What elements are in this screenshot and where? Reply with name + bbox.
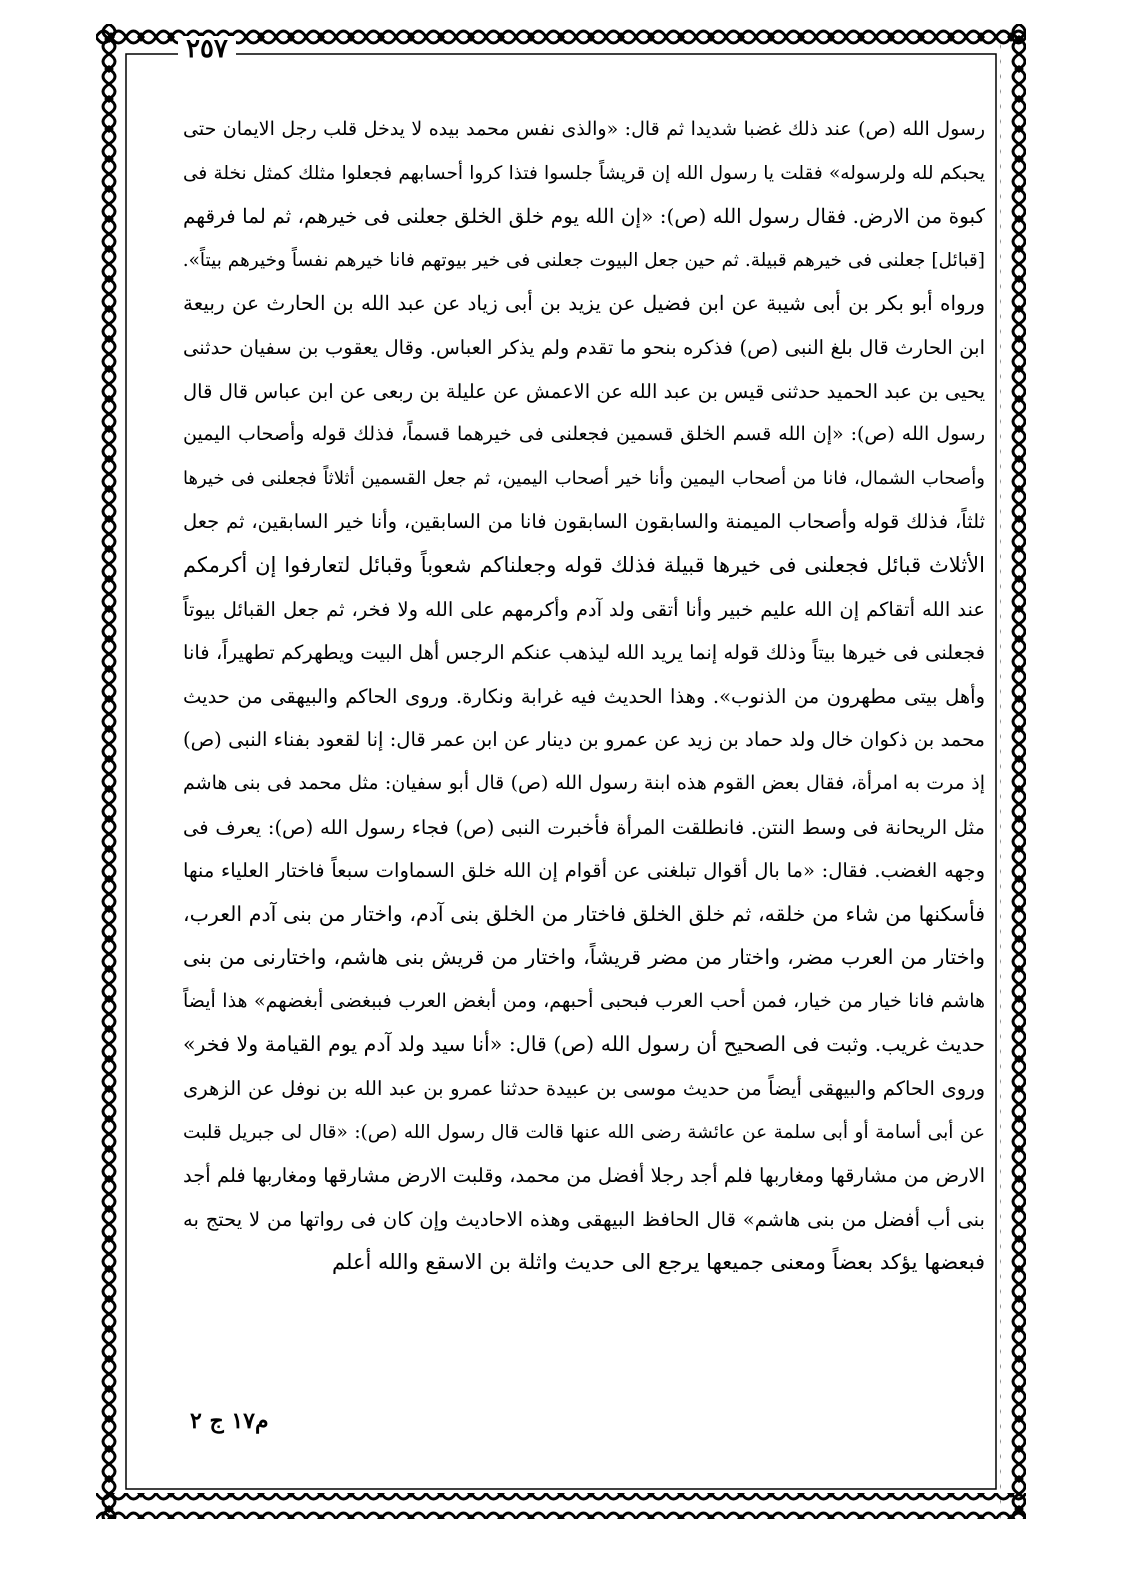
text-line: فبعضها يؤكد بعضاً ومعنى جميعها يرجع الى حديث واثلة بن الاسقع والله أعلم [332,1250,985,1275]
text-line: مثل الريحانة فى وسط النتن. فانطلقت المرأة فأخبرت النبى (ص) فجاء رسول الله (ص): يعرف فى [183,815,985,839]
body-text [183,108,985,1285]
page-signature: م١٧ ج ٢ [190,1408,269,1434]
text-line: وأهل بيتى مطهرون من الذنوب». وهذا الحديث فيه غرابة ونكارة. وروى الحاكم والبيهقى من حديث [183,684,985,708]
text-line: الارض من مشارقها ومغاربها فلم أجد رجلا أفضل من محمد، وقلبت الارض مشارقها ومغاربها فلم أجد [183,1164,985,1188]
text-line: حديث غريب. وثبت فى الصحيح أن رسول الله (ص) قال: «أنا سيد ولد آدم يوم القيامة ولا فخر» [183,1032,985,1057]
text-line: يحبكم لله ولرسوله» فقلت يا رسول الله إن قريشاً جلسوا فتذا كروا أحسابهم فجعلوا مثلك كمثل نخلة فى [183,162,985,184]
text-line: فأسكنها من شاء من خلقه، ثم خلق الخلق فاختار من الخلق بنى آدم، واختار من بنى آدم العرب، [183,901,985,926]
text-line: عن أبى أسامة أو أبى سلمة عن عائشة رضى الله عنها قالت قال رسول الله (ص): «قال لى جبريل قلبت [183,1121,985,1143]
text-line: عند الله أتقاكم إن الله عليم خبير وأنا أتقى ولد آدم وأكرمهم على الله ولا فخر، ثم جعل القبائل بيوتاً [183,597,985,621]
text-line: ابن الحارث قال بلغ النبى (ص) فذكره بنحو ما تقدم ولم يذكر العباس. وقال يعقوب بن سفيان حدثنى [183,335,985,359]
text-line: بنى أب أفضل من بنى هاشم» قال الحافظ البيهقى وهذه الاحاديث وإن كان فى رواتها من لا يحتج به [183,1207,985,1231]
text-line: ورواه أبو بكر بن أبى شيبة عن ابن فضيل عن يزيد بن أبى زياد عن عبد الله بن الحارث عن ربيعة [183,291,985,316]
text-line: [قبائل] جعلنى فى خيرهم قبيلة. ثم حين جعل البيوت جعلنى فى خير بيوتهم فانا خيرهم نفساً وخيرهم بيتاً». [183,249,985,271]
text-line: إذ مرت به امرأة، فقال بعض القوم هذه ابنة رسول الله (ص) قال أبو سفيان: مثل محمد فى بنى هاشم [183,771,985,794]
text-line: كبوة من الارض. فقال رسول الله (ص): «إن الله يوم خلق الخلق جعلنى فى خيرهم، ثم لما فرقهم [183,204,985,229]
text-line: وأصحاب الشمال، فانا من أصحاب اليمين وأنا خير أصحاب اليمين، ثم جعل القسمين أثلاثاً فجعلنى فى خيرها [183,467,985,489]
text-line: الأثلاث قبائل فجعلنى فى خيرها قبيلة فذلك قوله وجعلناكم شعوباً وقبائل لتعارفوا إن أكرمكم [183,552,985,577]
text-line: ثلثاً، فذلك قوله وأصحاب الميمنة والسابقون السابقون فانا من السابقين، وأنا خير السابقين، ثم جعل [183,510,985,534]
text-line: هاشم فانا خيار من خيار، فمن أحب العرب فبحبى أحبهم، ومن أبغض العرب فببغضى أبغضهم» هذا أيضاً [183,989,985,1012]
text-line: وجهه الغضب. فقال: «ما بال أقوال تبلغنى عن أقوام إن الله خلق السماوات سبعاً فاختار العلياء منها [183,859,985,883]
text-line: رسول الله (ص): «إن الله قسم الخلق قسمين فجعلنى فى خيرهما قسماً، فذلك قوله وأصحاب اليمين [183,423,985,446]
page-number: ٢٥٧ [178,36,236,62]
text-line: وروى الحاكم والبيهقى أيضاً من حديث موسى بن عبيدة حدثنا عمرو بن عبد الله بن نوفل عن الزهرى [183,1077,985,1101]
text-line: واختار من العرب مضر، واختار من مضر قريشاً، واختار من قريش بنى هاشم، واختارنى من بنى [183,945,985,970]
text-line: فجعلنى فى خيرها بيتاً وذلك قوله إنما يريد الله ليذهب عنكم الرجس أهل البيت ويطهركم تطهيراً، فانا [183,641,985,665]
text-line: يحيى بن عبد الحميد حدثنى قيس بن عبد الله عن الاعمش عن عليلة بن ربعى عن ابن عباس قال قال [183,379,985,403]
text-line: محمد بن ذكوان خال ولد حماد بن زيد عن عمرو بن دينار عن ابن عمر قال: إنا لقعود بفناء النبى (ص) [183,728,985,752]
text-line: رسول الله (ص) عند ذلك غضبا شديدا ثم قال: «والذى نفس محمد بيده لا يدخل قلب رجل الايمان حتى [183,118,985,140]
